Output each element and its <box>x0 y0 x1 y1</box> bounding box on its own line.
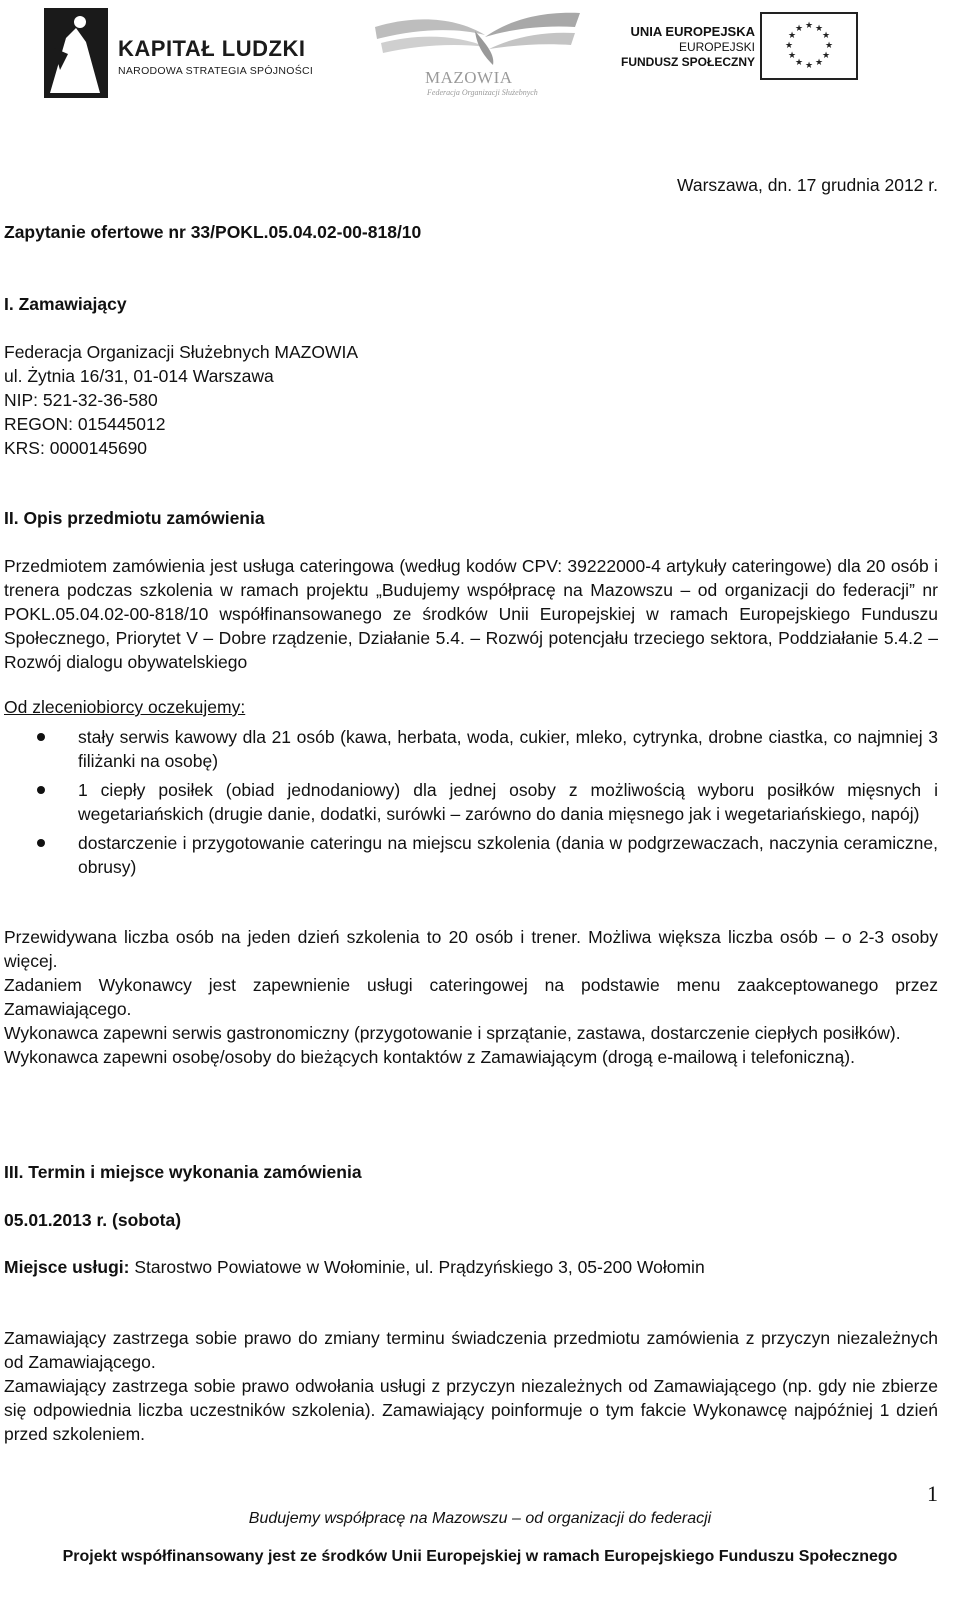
list-item <box>4 831 938 879</box>
service-paragraph: Wykonawca zapewni serwis gastronomiczny (przygotowanie i sprzątanie, zastawa, dostarczenie ciepłych posiłków). <box>4 1023 901 1043</box>
mazowia-logo <box>375 5 585 100</box>
section-1-heading: I. Zamawiający <box>4 294 127 314</box>
service-place-label: Miejsce usługi: <box>4 1257 130 1277</box>
kapital-ludzki-title: KAPITAŁ LUDZKI <box>118 36 306 61</box>
orderer-name: Federacja Organizacji Służebnych MAZOWIA <box>4 342 359 362</box>
section-3-paragraphs <box>4 1326 938 1446</box>
footer-motto: Budujemy współpracę na Mazowszu – od organizacji do federacji <box>248 1510 712 1527</box>
eu-logo-text <box>605 24 755 70</box>
bullet-icon <box>37 786 45 794</box>
service-place-value: Starostwo Powiatowe w Wołominie, <box>134 1257 411 1277</box>
svg-text:★: ★ <box>804 21 814 31</box>
list-item-text: 1 ciepły posiłek (obiad jednodaniowy) dla jednej osoby z możliwością wyboru posiłków mięsnych i wegetariańskich (drugie danie, dodatki, surówki – zarówno do dania mięsnego jak i wegetariańskiego, napój) <box>78 780 938 824</box>
kapital-ludzki-emblem-icon <box>40 8 112 98</box>
kapital-ludzki-logo <box>40 8 330 98</box>
svg-text:★: ★ <box>821 51 831 61</box>
section-2-heading: II. Opis przedmiotu zamówienia <box>4 508 265 528</box>
section-3-heading: III. Termin i miejsce wykonania zamówienia <box>4 1162 362 1182</box>
kapital-ludzki-subtitle: NARODOWA STRATEGIA SPÓJNOŚCI <box>118 65 314 77</box>
footer-cofinancing: Projekt współfinansowany jest ze środków Unii Europejskiej w ramach Europejskiego Funduszu Społecznego <box>62 1548 898 1565</box>
mazowia-subtitle: Federacja Organizacji Służebnych <box>427 88 538 97</box>
service-place-street-prefix: ul. <box>415 1257 434 1277</box>
orderer-address: ul. Żytnia 16/31, 01-014 Warszawa <box>4 366 274 386</box>
reschedule-paragraph: Zamawiający zastrzega sobie prawo do zmiany terminu świadczenia przedmiotu zamówienia z przyczyn niezależnych od Zamawiającego. <box>4 1328 938 1372</box>
orderer-details <box>4 340 938 460</box>
document-date: Warszawa, dn. 17 grudnia 2012 r. <box>676 175 938 195</box>
service-place-street: Prądzyńskiego 3, 05-200 Wołomin <box>438 1257 705 1277</box>
eu-logo-line1: UNIA EUROPEJSKA <box>630 24 755 39</box>
contact-paragraph: Wykonawca zapewni osobę/osoby do bieżących kontaktów z Zamawiającym (drogą e-mailową i telefoniczną). <box>4 1047 855 1067</box>
eu-logo-line2: EUROPEJSKI <box>678 40 755 54</box>
eu-logo-line3: FUNDUSZ SPOŁECZNY <box>620 55 755 69</box>
svg-text:★: ★ <box>787 31 797 41</box>
list-item <box>4 778 938 826</box>
document-title: Zapytanie ofertowe nr 33/POKL.05.04.02-00-818/10 <box>4 222 422 242</box>
header-logos <box>0 0 960 110</box>
menu-paragraph: Zadaniem Wykonawcy jest zapewnienie usługi cateringowej na podstawie menu zaakceptowanego przez Zamawiającego. <box>4 975 938 1019</box>
svg-text:★: ★ <box>814 58 824 68</box>
bullet-icon <box>37 839 45 847</box>
svg-text:★: ★ <box>814 24 824 34</box>
expectations-list <box>4 725 938 884</box>
mazowia-wings-icon <box>375 5 580 67</box>
orderer-nip: NIP: 521-32-36-580 <box>4 390 158 410</box>
page-number: 1 <box>927 1481 938 1506</box>
bullet-icon <box>37 733 45 741</box>
orderer-krs: KRS: 0000145690 <box>4 438 148 458</box>
list-item-text: stały serwis kawowy dla 21 osób (kawa, herbata, woda, cukier, mleko, cytrynka, drobne ciastka, co najmniej 3 filiżanki na osobę) <box>78 727 938 771</box>
eu-flag-icon <box>760 12 858 80</box>
svg-text:★: ★ <box>804 61 814 71</box>
svg-text:★: ★ <box>794 24 804 34</box>
section-2-paragraphs <box>4 925 938 1069</box>
order-description: Przedmiotem zamówienia jest usługa cateringowa (według kodów CPV: 39222000-4 artykuły cateringowe) dla 20 osób i trenera podczas szkolenia w ramach projektu „Budujemy współpracę na Mazowszu – od organizacji do federacji” nr POKL.05.04.02-00-818/10 współfinansowanego ze środków Unii Europejskiej w ramach Europejskiego Funduszu Społecznego, Priorytet V – Dobre rządzenie, Działanie 5.4. – Rozwój potencjału trzeciego sektora, Poddziałanie 5.4.2 – Rozwój dialogu obywatelskiego <box>4 556 938 672</box>
mazowia-name: MAZOWIA <box>425 68 513 87</box>
participants-paragraph: Przewidywana liczba osób na jeden dzień szkolenia to 20 osób i trener. Możliwa większa liczba osób – o 2-3 osoby więcej. <box>4 927 938 971</box>
svg-text:★: ★ <box>821 31 831 41</box>
eu-logo <box>620 10 875 85</box>
expectations-label: Od zleceniobiorcy oczekujemy: <box>4 697 246 717</box>
svg-text:★: ★ <box>824 41 834 51</box>
list-item-text: dostarczenie i przygotowanie cateringu na miejscu szkolenia (dania w podgrzewaczach, naczynia ceramiczne, obrusy) <box>78 833 938 877</box>
svg-text:★: ★ <box>787 51 797 61</box>
service-date: 05.01.2013 r. (sobota) <box>4 1210 182 1230</box>
orderer-regon: REGON: 015445012 <box>4 414 166 434</box>
cancellation-paragraph: Zamawiający zastrzega sobie prawo odwołania usługi z przyczyn niezależnych od Zamawiającego (np. gdy nie zbierze się odpowiednia liczba uczestników szkolenia). Zamawiający poinformuje o tym fakcie Wykonawcę najpóźniej 1 dzień przed szkoleniem. <box>4 1376 938 1444</box>
svg-text:★: ★ <box>794 58 804 68</box>
list-item <box>4 725 938 773</box>
svg-text:★: ★ <box>784 41 794 51</box>
service-place <box>4 1255 938 1279</box>
